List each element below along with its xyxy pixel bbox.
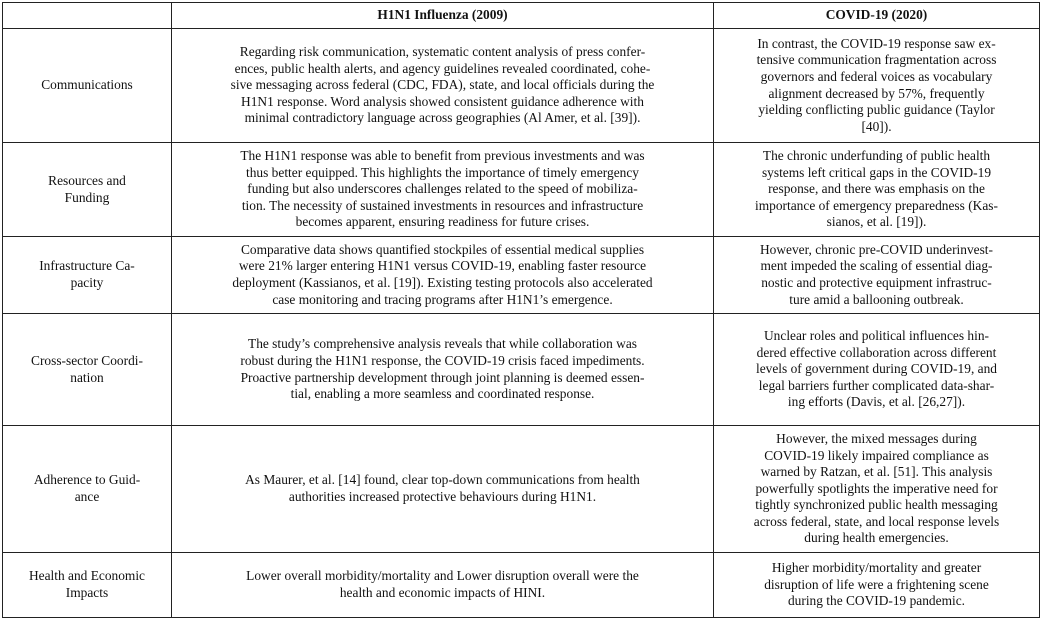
covid-cell: However, chronic pre-COVID underinvest- ment impeded the scaling of essential diag- nostic and protective equipment infrastruc- ture amid a ballooning outbreak. <box>714 237 1040 314</box>
header-empty <box>3 3 172 29</box>
row-label: Resources and Funding <box>3 143 172 237</box>
covid-cell: However, the mixed messages during COVID-19 likely impaired compliance as warned by Ratzan, et al. [51]. This analysis powerfully spotlights the imperative need for tightly synchronized public health messaging across federal, state, and local response levels during health emergencies. <box>714 426 1040 553</box>
row-label: Adherence to Guid- ance <box>3 426 172 553</box>
row-label: Communications <box>3 29 172 143</box>
h1n1-cell: The H1N1 response was able to benefit from previous investments and was thus better equipped. This highlights the importance of timely emergency funding but also underscores challenges related to the speed of mobiliza- tion. The necessity of sustained investments in resources and infrastructure becomes apparent, ensuring readiness for future crises. <box>172 143 714 237</box>
row-label: Infrastructure Ca- pacity <box>3 237 172 314</box>
h1n1-cell: Regarding risk communication, systematic content analysis of press confer- ences, public health alerts, and agency guidelines revealed coordinated, cohe- sive messaging across federal (CDC, FDA), state, and local officials during the H1N1 response. Word analysis showed consistent guidance adherence with minimal contradictory language across geographies (Al Amer, et al. [39]). <box>172 29 714 143</box>
comparison-table <box>2 2 1040 618</box>
table-row <box>3 553 1040 618</box>
table-row <box>3 426 1040 553</box>
header-row <box>3 3 1040 29</box>
header-h1n1: H1N1 Influenza (2009) <box>172 3 714 29</box>
row-label: Health and Economic Impacts <box>3 553 172 618</box>
h1n1-cell: As Maurer, et al. [14] found, clear top-down communications from health authorities increased protective behaviours during H1N1. <box>172 426 714 553</box>
table-row <box>3 143 1040 237</box>
covid-cell: Unclear roles and political influences hin- dered effective collaboration across different levels of government during COVID-19, and legal barriers further complicated data-shar- ing efforts (Davis, et al. [26,27]). <box>714 314 1040 426</box>
covid-cell: The chronic underfunding of public health systems left critical gaps in the COVID-19 response, and there was emphasis on the importance of emergency preparedness (Kas- sianos, et al. [19]). <box>714 143 1040 237</box>
table-row <box>3 29 1040 143</box>
covid-cell: Higher morbidity/mortality and greater disruption of life were a frightening scene during the COVID-19 pandemic. <box>714 553 1040 618</box>
header-covid: COVID-19 (2020) <box>714 3 1040 29</box>
h1n1-cell: The study’s comprehensive analysis reveals that while collaboration was robust during the H1N1 response, the COVID-19 crisis faced impediments. Proactive partnership development through joint planning is deemed essen- tial, enabling a more seamless and coordinated response. <box>172 314 714 426</box>
table-row <box>3 314 1040 426</box>
covid-cell: In contrast, the COVID-19 response saw ex- tensive communication fragmentation across governors and federal voices as vocabulary alignment decreased by 57%, frequently yielding conflicting public guidance (Taylor [40]). <box>714 29 1040 143</box>
h1n1-cell: Lower overall morbidity/mortality and Lower disruption overall were the health and economic impacts of HINI. <box>172 553 714 618</box>
h1n1-cell: Comparative data shows quantified stockpiles of essential medical supplies were 21% larger entering H1N1 versus COVID-19, enabling faster resource deployment (Kassianos, et al. [19]). Existing testing protocols also accelerated case monitoring and tracing programs after H1N1’s emergence. <box>172 237 714 314</box>
table-row <box>3 237 1040 314</box>
row-label: Cross-sector Coordi- nation <box>3 314 172 426</box>
